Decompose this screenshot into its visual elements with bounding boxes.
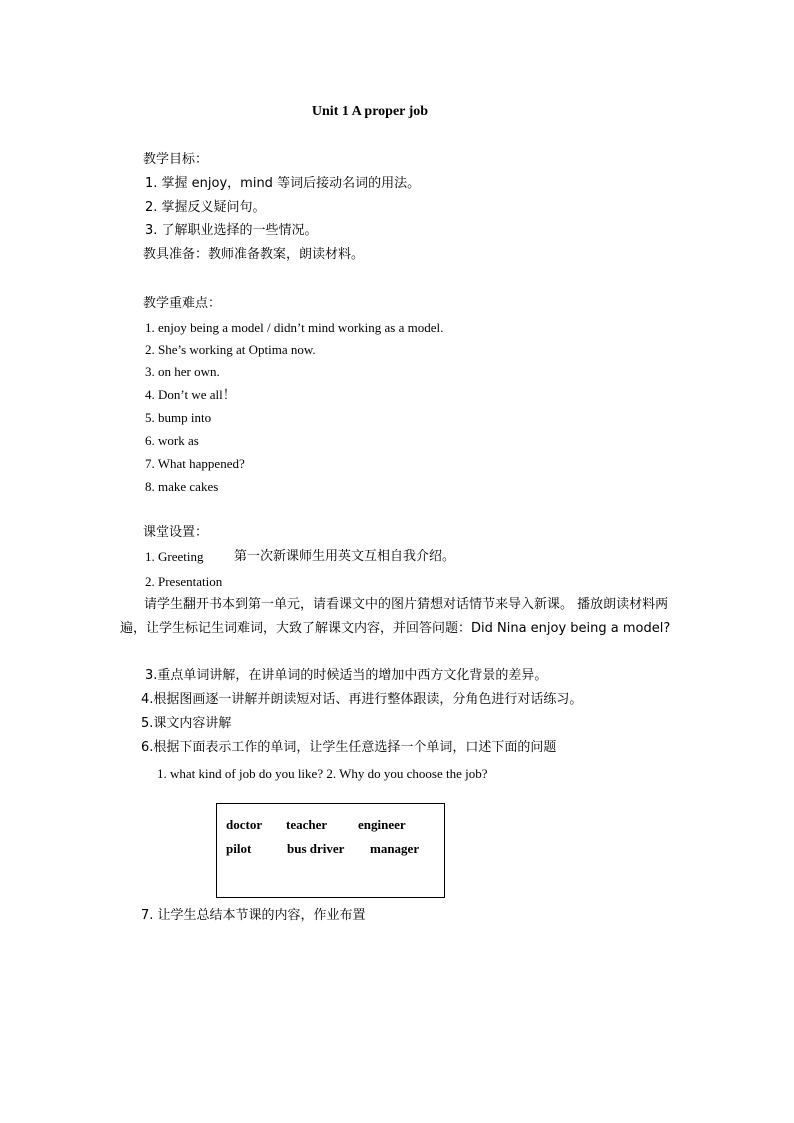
page-title: Unit 1 A proper job [311, 104, 429, 119]
jobs-box [216, 803, 445, 898]
step6-line: 6.根据下面表示工作的单词，让学生任意选择一个单词，口述下面的问题 [141, 740, 557, 755]
procedure-heading: 课堂设置： [143, 525, 209, 540]
objective-item: 3. 了解职业选择的一些情况。 [145, 223, 318, 238]
objective-item: 2. 掌握反义疑问句。 [145, 200, 266, 215]
step2-paragraph: 请学生翻开书本到第一单元，请看课文中的图片猜想对话情节来导入新课。 播放朗读材料两遍，让学生标记生词难词，大致了解课文内容，并回答问题：Did Nina enjoy being a model? [120, 597, 671, 636]
objectives-heading: 教学目标： [143, 152, 209, 167]
job-word: engineer [358, 817, 406, 832]
key-point-item: 1. enjoy being a model / didn’t mind working as a model. [145, 320, 444, 335]
key-point-item: 6. work as [145, 433, 199, 448]
key-point-item: 5. bump into [145, 410, 212, 425]
step5-line: 5.课文内容讲解 [141, 716, 232, 731]
step1-label: 1. Greeting [145, 549, 204, 564]
key-point-item: 8. make cakes [145, 479, 219, 494]
key-point-item: 7. What happened? [145, 456, 245, 471]
job-word: bus driver [287, 841, 345, 856]
key-points-heading: 教学重难点： [143, 296, 222, 311]
key-point-item: 3. on her own. [145, 364, 220, 379]
step3-line: 3.重点单词讲解，在讲单词的时候适当的增加中西方文化背景的差异。 [145, 668, 548, 683]
step7-line: 7. 让学生总结本节课的内容，作业布置 [141, 908, 366, 923]
step2-label: 2. Presentation [145, 574, 223, 589]
job-word: doctor [226, 817, 263, 832]
job-word: pilot [226, 841, 252, 856]
objective-item: 1. 掌握 enjoy，mind 等词后接动名词的用法。 [145, 176, 421, 191]
key-point-item: 4. Don’t we all！ [145, 387, 236, 402]
questions-line: 1. what kind of job do you like? 2. Why do you choose the job? [157, 766, 488, 781]
job-word: manager [370, 841, 420, 856]
job-word: teacher [286, 817, 328, 832]
materials-line: 教具准备：教师准备教案，朗读材料。 [143, 247, 365, 262]
step1-text: 第一次新课师生用英文互相自我介绍。 [234, 549, 456, 564]
key-point-item: 2. She’s working at Optima now. [145, 342, 316, 357]
step4-line: 4.根据图画逐一讲解并朗读短对话、再进行整体跟读，分角色进行对话练习。 [141, 692, 583, 707]
